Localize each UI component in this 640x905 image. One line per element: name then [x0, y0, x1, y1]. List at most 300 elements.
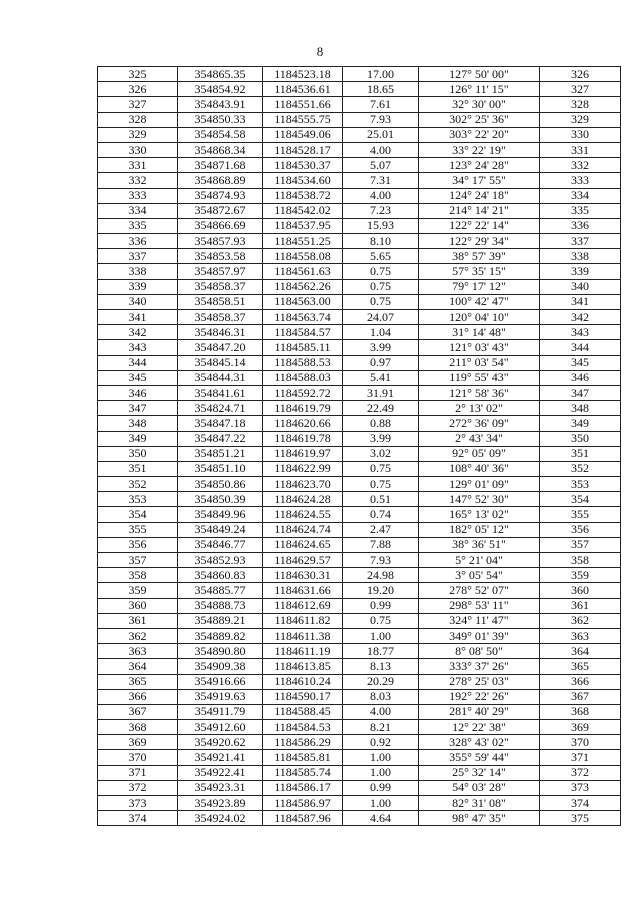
next-point-cell: 358 — [540, 553, 621, 568]
table-row — [98, 644, 621, 659]
next-point-cell: 371 — [540, 750, 621, 765]
next-point-cell: 364 — [540, 644, 621, 659]
table-row — [98, 82, 621, 97]
distance-cell: 25.01 — [343, 127, 419, 142]
next-point-cell: 333 — [540, 173, 621, 188]
bearing-cell: 108° 40' 36" — [419, 461, 540, 476]
table-row — [98, 689, 621, 704]
y-coordinate-cell: 1184623.70 — [263, 477, 343, 492]
distance-cell: 5.07 — [343, 158, 419, 173]
next-point-cell: 368 — [540, 704, 621, 719]
point-number-cell: 346 — [98, 385, 178, 400]
point-number-cell: 352 — [98, 477, 178, 492]
bearing-cell: 54° 03' 28" — [419, 780, 540, 795]
table-row — [98, 537, 621, 552]
point-number-cell: 332 — [98, 173, 178, 188]
y-coordinate-cell: 1184624.74 — [263, 522, 343, 537]
next-point-cell: 367 — [540, 689, 621, 704]
x-coordinate-cell: 354858.37 — [178, 310, 263, 325]
x-coordinate-cell: 354824.71 — [178, 401, 263, 416]
table-row — [98, 431, 621, 446]
point-number-cell: 357 — [98, 553, 178, 568]
table-row — [98, 127, 621, 142]
y-coordinate-cell: 1184555.75 — [263, 112, 343, 127]
y-coordinate-cell: 1184585.81 — [263, 750, 343, 765]
table-row — [98, 385, 621, 400]
point-number-cell: 368 — [98, 720, 178, 735]
table-row — [98, 522, 621, 537]
table-row — [98, 401, 621, 416]
distance-cell: 18.65 — [343, 82, 419, 97]
y-coordinate-cell: 1184611.82 — [263, 613, 343, 628]
x-coordinate-cell: 354858.51 — [178, 294, 263, 309]
bearing-cell: 303° 22' 20" — [419, 127, 540, 142]
bearing-cell: 147° 52' 30" — [419, 492, 540, 507]
table-row — [98, 765, 621, 780]
distance-cell: 0.97 — [343, 355, 419, 370]
distance-cell: 15.93 — [343, 218, 419, 233]
point-number-cell: 373 — [98, 796, 178, 811]
bearing-cell: 165° 13' 02" — [419, 507, 540, 522]
distance-cell: 8.13 — [343, 659, 419, 674]
bearing-cell: 122° 29' 34" — [419, 234, 540, 249]
bearing-cell: 31° 14' 48" — [419, 325, 540, 340]
next-point-cell: 341 — [540, 294, 621, 309]
x-coordinate-cell: 354847.22 — [178, 431, 263, 446]
y-coordinate-cell: 1184590.17 — [263, 689, 343, 704]
distance-cell: 5.41 — [343, 370, 419, 385]
next-point-cell: 375 — [540, 811, 621, 826]
y-coordinate-cell: 1184542.02 — [263, 203, 343, 218]
next-point-cell: 336 — [540, 218, 621, 233]
table-row — [98, 811, 621, 826]
y-coordinate-cell: 1184523.18 — [263, 67, 343, 82]
distance-cell: 3.99 — [343, 431, 419, 446]
table-row — [98, 355, 621, 370]
table-row — [98, 218, 621, 233]
next-point-cell: 356 — [540, 522, 621, 537]
x-coordinate-cell: 354845.14 — [178, 355, 263, 370]
x-coordinate-cell: 354889.82 — [178, 628, 263, 643]
bearing-cell: 355° 59' 44" — [419, 750, 540, 765]
next-point-cell: 328 — [540, 97, 621, 112]
next-point-cell: 363 — [540, 628, 621, 643]
distance-cell: 0.99 — [343, 598, 419, 613]
point-number-cell: 325 — [98, 67, 178, 82]
distance-cell: 1.00 — [343, 796, 419, 811]
next-point-cell: 351 — [540, 446, 621, 461]
point-number-cell: 347 — [98, 401, 178, 416]
x-coordinate-cell: 354846.77 — [178, 537, 263, 552]
bearing-cell: 192° 22' 26" — [419, 689, 540, 704]
page-number: 8 — [316, 44, 324, 59]
table-row — [98, 173, 621, 188]
next-point-cell: 372 — [540, 765, 621, 780]
point-number-cell: 329 — [98, 127, 178, 142]
table-row — [98, 780, 621, 795]
bearing-cell: 8° 08' 50" — [419, 644, 540, 659]
table-row — [98, 97, 621, 112]
y-coordinate-cell: 1184534.60 — [263, 173, 343, 188]
next-point-cell: 337 — [540, 234, 621, 249]
bearing-cell: 121° 58' 36" — [419, 385, 540, 400]
distance-cell: 8.03 — [343, 689, 419, 704]
bearing-cell: 124° 24' 18" — [419, 188, 540, 203]
y-coordinate-cell: 1184630.31 — [263, 568, 343, 583]
table-row — [98, 628, 621, 643]
bearing-cell: 2° 43' 34" — [419, 431, 540, 446]
next-point-cell: 348 — [540, 401, 621, 416]
bearing-cell: 281° 40' 29" — [419, 704, 540, 719]
distance-cell: 7.93 — [343, 112, 419, 127]
point-number-cell: 330 — [98, 142, 178, 157]
table-row — [98, 416, 621, 431]
next-point-cell: 355 — [540, 507, 621, 522]
next-point-cell: 366 — [540, 674, 621, 689]
distance-cell: 7.23 — [343, 203, 419, 218]
x-coordinate-cell: 354911.79 — [178, 704, 263, 719]
point-number-cell: 364 — [98, 659, 178, 674]
bearing-cell: 2° 13' 02" — [419, 401, 540, 416]
table-row — [98, 370, 621, 385]
table-row — [98, 704, 621, 719]
table-row — [98, 750, 621, 765]
y-coordinate-cell: 1184631.66 — [263, 583, 343, 598]
y-coordinate-cell: 1184551.25 — [263, 234, 343, 249]
distance-cell: 0.75 — [343, 461, 419, 476]
point-number-cell: 344 — [98, 355, 178, 370]
distance-cell: 22.49 — [343, 401, 419, 416]
next-point-cell: 350 — [540, 431, 621, 446]
point-number-cell: 343 — [98, 340, 178, 355]
distance-cell: 0.75 — [343, 264, 419, 279]
y-coordinate-cell: 1184585.74 — [263, 765, 343, 780]
table-row — [98, 310, 621, 325]
distance-cell: 24.07 — [343, 310, 419, 325]
next-point-cell: 344 — [540, 340, 621, 355]
bearing-cell: 120° 04' 10" — [419, 310, 540, 325]
table-row — [98, 720, 621, 735]
next-point-cell: 359 — [540, 568, 621, 583]
point-number-cell: 331 — [98, 158, 178, 173]
x-coordinate-cell: 354920.62 — [178, 735, 263, 750]
next-point-cell: 329 — [540, 112, 621, 127]
y-coordinate-cell: 1184558.08 — [263, 249, 343, 264]
next-point-cell: 334 — [540, 188, 621, 203]
next-point-cell: 345 — [540, 355, 621, 370]
x-coordinate-cell: 354854.58 — [178, 127, 263, 142]
distance-cell: 1.00 — [343, 750, 419, 765]
bearing-cell: 38° 36' 51" — [419, 537, 540, 552]
point-number-cell: 367 — [98, 704, 178, 719]
bearing-cell: 123° 24' 28" — [419, 158, 540, 173]
bearing-cell: 100° 42' 47" — [419, 294, 540, 309]
distance-cell: 3.02 — [343, 446, 419, 461]
y-coordinate-cell: 1184563.74 — [263, 310, 343, 325]
bearing-cell: 328° 43' 02" — [419, 735, 540, 750]
next-point-cell: 338 — [540, 249, 621, 264]
bearing-cell: 121° 03' 43" — [419, 340, 540, 355]
point-number-cell: 333 — [98, 188, 178, 203]
x-coordinate-cell: 354868.89 — [178, 173, 263, 188]
bearing-cell: 126° 11' 15" — [419, 82, 540, 97]
y-coordinate-cell: 1184611.19 — [263, 644, 343, 659]
next-point-cell: 361 — [540, 598, 621, 613]
x-coordinate-cell: 354853.58 — [178, 249, 263, 264]
bearing-cell: 82° 31' 08" — [419, 796, 540, 811]
point-number-cell: 353 — [98, 492, 178, 507]
distance-cell: 0.74 — [343, 507, 419, 522]
next-point-cell: 342 — [540, 310, 621, 325]
y-coordinate-cell: 1184624.65 — [263, 537, 343, 552]
x-coordinate-cell: 354850.39 — [178, 492, 263, 507]
x-coordinate-cell: 354923.31 — [178, 780, 263, 795]
next-point-cell: 357 — [540, 537, 621, 552]
y-coordinate-cell: 1184538.72 — [263, 188, 343, 203]
distance-cell: 1.00 — [343, 628, 419, 643]
distance-cell: 0.92 — [343, 735, 419, 750]
distance-cell: 8.10 — [343, 234, 419, 249]
distance-cell: 20.29 — [343, 674, 419, 689]
bearing-cell: 349° 01' 39" — [419, 628, 540, 643]
next-point-cell: 370 — [540, 735, 621, 750]
y-coordinate-cell: 1184561.63 — [263, 264, 343, 279]
point-number-cell: 351 — [98, 461, 178, 476]
coordinates-table-body — [98, 67, 621, 826]
bearing-cell: 302° 25' 36" — [419, 112, 540, 127]
bearing-cell: 12° 22' 38" — [419, 720, 540, 735]
x-coordinate-cell: 354843.91 — [178, 97, 263, 112]
next-point-cell: 326 — [540, 67, 621, 82]
y-coordinate-cell: 1184586.29 — [263, 735, 343, 750]
bearing-cell: 32° 30' 00" — [419, 97, 540, 112]
distance-cell: 5.65 — [343, 249, 419, 264]
table-row — [98, 446, 621, 461]
point-number-cell: 338 — [98, 264, 178, 279]
x-coordinate-cell: 354916.66 — [178, 674, 263, 689]
x-coordinate-cell: 354871.68 — [178, 158, 263, 173]
point-number-cell: 340 — [98, 294, 178, 309]
next-point-cell: 353 — [540, 477, 621, 492]
bearing-cell: 211° 03' 54" — [419, 355, 540, 370]
x-coordinate-cell: 354844.31 — [178, 370, 263, 385]
point-number-cell: 359 — [98, 583, 178, 598]
y-coordinate-cell: 1184619.97 — [263, 446, 343, 461]
y-coordinate-cell: 1184619.78 — [263, 431, 343, 446]
table-row — [98, 67, 621, 82]
table-row — [98, 294, 621, 309]
table-row — [98, 598, 621, 613]
distance-cell: 0.88 — [343, 416, 419, 431]
distance-cell: 0.75 — [343, 477, 419, 492]
x-coordinate-cell: 354889.21 — [178, 613, 263, 628]
distance-cell: 17.00 — [343, 67, 419, 82]
next-point-cell: 331 — [540, 142, 621, 157]
x-coordinate-cell: 354923.89 — [178, 796, 263, 811]
x-coordinate-cell: 354888.73 — [178, 598, 263, 613]
next-point-cell: 343 — [540, 325, 621, 340]
point-number-cell: 337 — [98, 249, 178, 264]
distance-cell: 1.00 — [343, 765, 419, 780]
x-coordinate-cell: 354872.67 — [178, 203, 263, 218]
y-coordinate-cell: 1184612.69 — [263, 598, 343, 613]
distance-cell: 8.21 — [343, 720, 419, 735]
x-coordinate-cell: 354852.93 — [178, 553, 263, 568]
y-coordinate-cell: 1184610.24 — [263, 674, 343, 689]
table-row — [98, 142, 621, 157]
x-coordinate-cell: 354865.35 — [178, 67, 263, 82]
x-coordinate-cell: 354924.02 — [178, 811, 263, 826]
distance-cell: 0.75 — [343, 279, 419, 294]
y-coordinate-cell: 1184586.17 — [263, 780, 343, 795]
y-coordinate-cell: 1184620.66 — [263, 416, 343, 431]
x-coordinate-cell: 354849.24 — [178, 522, 263, 537]
x-coordinate-cell: 354857.97 — [178, 264, 263, 279]
table-row — [98, 158, 621, 173]
table-row — [98, 659, 621, 674]
point-number-cell: 350 — [98, 446, 178, 461]
next-point-cell: 332 — [540, 158, 621, 173]
table-row — [98, 234, 621, 249]
point-number-cell: 361 — [98, 613, 178, 628]
bearing-cell: 38° 57' 39" — [419, 249, 540, 264]
point-number-cell: 360 — [98, 598, 178, 613]
y-coordinate-cell: 1184551.66 — [263, 97, 343, 112]
table-row — [98, 203, 621, 218]
distance-cell: 24.98 — [343, 568, 419, 583]
y-coordinate-cell: 1184624.28 — [263, 492, 343, 507]
distance-cell: 0.75 — [343, 613, 419, 628]
bearing-cell: 33° 22' 19" — [419, 142, 540, 157]
y-coordinate-cell: 1184619.79 — [263, 401, 343, 416]
bearing-cell: 278° 25' 03" — [419, 674, 540, 689]
point-number-cell: 363 — [98, 644, 178, 659]
distance-cell: 18.77 — [343, 644, 419, 659]
y-coordinate-cell: 1184613.85 — [263, 659, 343, 674]
y-coordinate-cell: 1184563.00 — [263, 294, 343, 309]
distance-cell: 7.61 — [343, 97, 419, 112]
point-number-cell: 374 — [98, 811, 178, 826]
x-coordinate-cell: 354849.96 — [178, 507, 263, 522]
x-coordinate-cell: 354851.10 — [178, 461, 263, 476]
x-coordinate-cell: 354885.77 — [178, 583, 263, 598]
x-coordinate-cell: 354841.61 — [178, 385, 263, 400]
distance-cell: 2.47 — [343, 522, 419, 537]
point-number-cell: 356 — [98, 537, 178, 552]
y-coordinate-cell: 1184586.97 — [263, 796, 343, 811]
table-row — [98, 340, 621, 355]
y-coordinate-cell: 1184530.37 — [263, 158, 343, 173]
point-number-cell: 341 — [98, 310, 178, 325]
distance-cell: 1.04 — [343, 325, 419, 340]
distance-cell: 7.31 — [343, 173, 419, 188]
bearing-cell: 79° 17' 12" — [419, 279, 540, 294]
x-coordinate-cell: 354847.20 — [178, 340, 263, 355]
y-coordinate-cell: 1184536.61 — [263, 82, 343, 97]
x-coordinate-cell: 354922.41 — [178, 765, 263, 780]
y-coordinate-cell: 1184549.06 — [263, 127, 343, 142]
table-row — [98, 796, 621, 811]
distance-cell: 3.99 — [343, 340, 419, 355]
table-row — [98, 279, 621, 294]
coordinates-table — [97, 66, 621, 826]
bearing-cell: 122° 22' 14" — [419, 218, 540, 233]
x-coordinate-cell: 354866.69 — [178, 218, 263, 233]
distance-cell: 0.75 — [343, 294, 419, 309]
next-point-cell: 335 — [540, 203, 621, 218]
x-coordinate-cell: 354868.34 — [178, 142, 263, 157]
bearing-cell: 272° 36' 09" — [419, 416, 540, 431]
point-number-cell: 335 — [98, 218, 178, 233]
y-coordinate-cell: 1184584.53 — [263, 720, 343, 735]
next-point-cell: 347 — [540, 385, 621, 400]
x-coordinate-cell: 354851.21 — [178, 446, 263, 461]
bearing-cell: 129° 01' 09" — [419, 477, 540, 492]
bearing-cell: 92° 05' 09" — [419, 446, 540, 461]
x-coordinate-cell: 354850.33 — [178, 112, 263, 127]
distance-cell: 0.51 — [343, 492, 419, 507]
y-coordinate-cell: 1184624.55 — [263, 507, 343, 522]
point-number-cell: 370 — [98, 750, 178, 765]
point-number-cell: 348 — [98, 416, 178, 431]
bearing-cell: 34° 17' 55" — [419, 173, 540, 188]
bearing-cell: 119° 55' 43" — [419, 370, 540, 385]
distance-cell: 4.64 — [343, 811, 419, 826]
table-row — [98, 674, 621, 689]
x-coordinate-cell: 354846.31 — [178, 325, 263, 340]
point-number-cell: 336 — [98, 234, 178, 249]
bearing-cell: 3° 05' 54" — [419, 568, 540, 583]
bearing-cell: 298° 53' 11" — [419, 598, 540, 613]
point-number-cell: 327 — [98, 97, 178, 112]
x-coordinate-cell: 354921.41 — [178, 750, 263, 765]
distance-cell: 31.91 — [343, 385, 419, 400]
bearing-cell: 98° 47' 35" — [419, 811, 540, 826]
y-coordinate-cell: 1184611.38 — [263, 628, 343, 643]
table-row — [98, 735, 621, 750]
point-number-cell: 358 — [98, 568, 178, 583]
x-coordinate-cell: 354858.37 — [178, 279, 263, 294]
table-row — [98, 112, 621, 127]
table-row — [98, 325, 621, 340]
point-number-cell: 345 — [98, 370, 178, 385]
table-row — [98, 264, 621, 279]
next-point-cell: 327 — [540, 82, 621, 97]
y-coordinate-cell: 1184537.95 — [263, 218, 343, 233]
next-point-cell: 339 — [540, 264, 621, 279]
x-coordinate-cell: 354857.93 — [178, 234, 263, 249]
bearing-cell: 127° 50' 00" — [419, 67, 540, 82]
point-number-cell: 366 — [98, 689, 178, 704]
y-coordinate-cell: 1184588.45 — [263, 704, 343, 719]
x-coordinate-cell: 354874.93 — [178, 188, 263, 203]
distance-cell: 4.00 — [343, 188, 419, 203]
x-coordinate-cell: 354860.83 — [178, 568, 263, 583]
table-row — [98, 492, 621, 507]
table-row — [98, 188, 621, 203]
bearing-cell: 324° 11' 47" — [419, 613, 540, 628]
y-coordinate-cell: 1184622.99 — [263, 461, 343, 476]
table-row — [98, 507, 621, 522]
y-coordinate-cell: 1184585.11 — [263, 340, 343, 355]
table-row — [98, 553, 621, 568]
point-number-cell: 354 — [98, 507, 178, 522]
x-coordinate-cell: 354847.18 — [178, 416, 263, 431]
table-row — [98, 461, 621, 476]
y-coordinate-cell: 1184592.72 — [263, 385, 343, 400]
next-point-cell: 360 — [540, 583, 621, 598]
next-point-cell: 349 — [540, 416, 621, 431]
